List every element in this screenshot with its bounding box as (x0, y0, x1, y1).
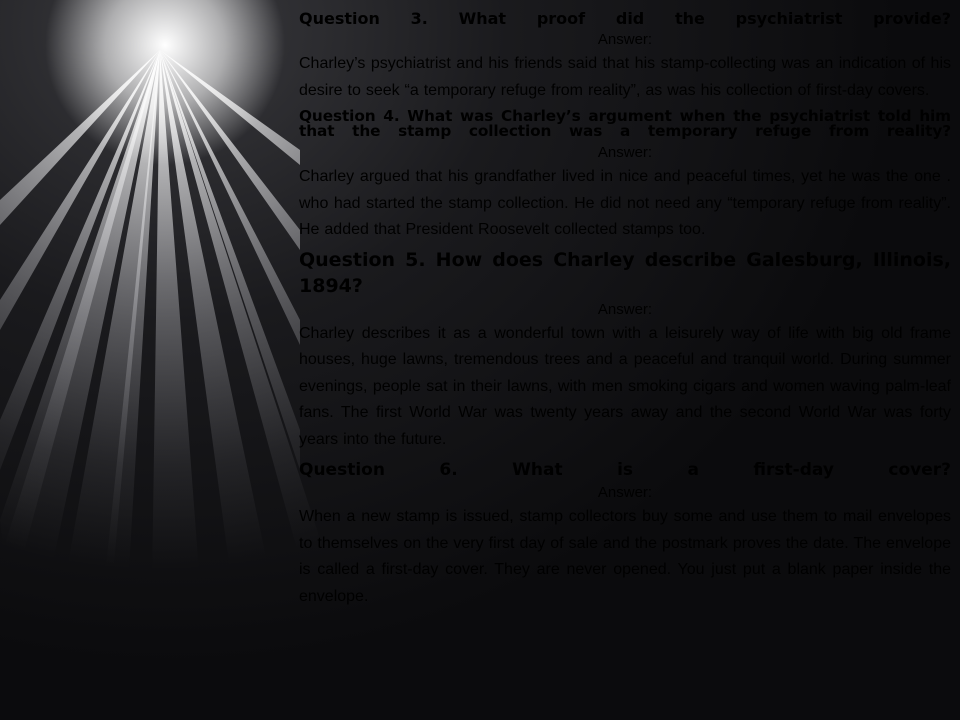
question-4: Question 4. What was Charley’s argument when the psychiatrist told him that the stamp collection was a temporary refuge from reality? (299, 107, 951, 140)
answer-label-4: Answer: (597, 144, 653, 161)
answer-label-5: Answer: (597, 300, 653, 318)
qa-content (299, 8, 951, 610)
question-3: Question 3. What proof did the psychiatrist provide? (299, 9, 951, 28)
answer-6: When a new stamp is issued, stamp collectors buy some and use them to mail envelopes to themselves on the very first day of sale and the postmark proves the date. The envelope is called a first-day cover. They are never opened. You just put a blank paper inside the envelope. (299, 508, 951, 605)
answer-4: Charley argued that his grandfather lived in nice and peaceful times, yet he was the one . who had started the stamp collection. He did not need any “temporary refuge from reality”. He added that President Roosevelt collected stamps too. (299, 168, 951, 238)
answer-3: Charley’s psychiatrist and his friends said that his stamp-collecting was an indication of his desire to seek “a temporary refuge from reality”, as was his collection of first-day covers. (299, 55, 951, 99)
answer-5: Charley describes it as a wonderful town with a leisurely way of life with big old frame houses, huge lawns, tremendous trees and a peaceful and tranquil world. During summer evenings, people sat in their lawns, with men smoking cigars and women waving palm-leaf fans. The first World War was twenty years away and the second World War was forty years into the future. (299, 324, 951, 448)
question-5: Question 5. How does Charley describe Galesburg, Illinois, 1894? (299, 248, 951, 297)
answer-label-6: Answer: (597, 484, 653, 501)
answer-label-3: Answer: (597, 31, 653, 48)
question-6: Question 6. What is a first-day cover? (299, 460, 951, 480)
